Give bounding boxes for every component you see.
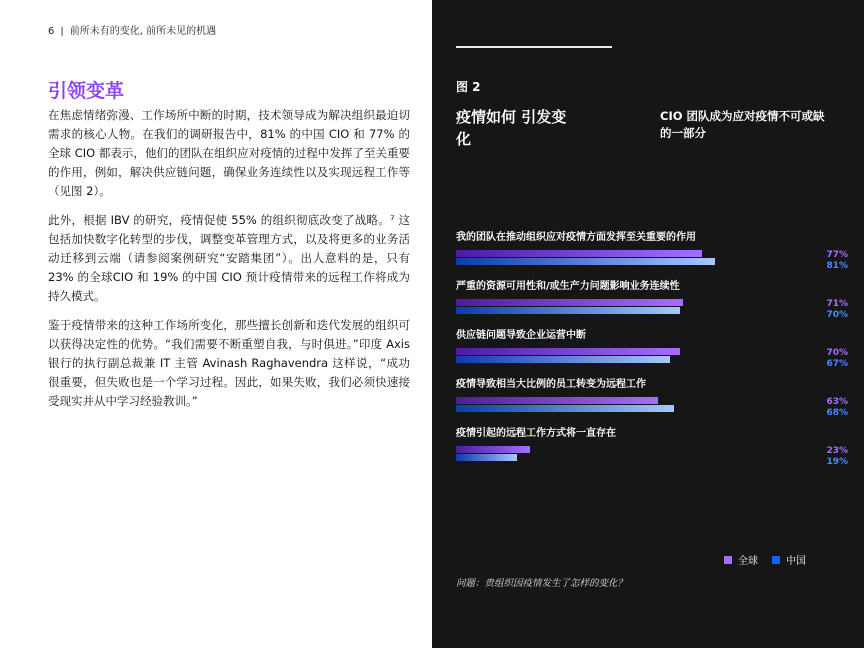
bar-global [456,250,702,257]
legend-swatch-china [772,556,780,564]
right-page [432,0,864,648]
paragraph-3: 鉴于疫情带来的这种工作场所变化，那些擅长创新和迭代发展的组织可以获得决定性的优势。“我们需要不断重塑自我，与时俱进。”印度 Axis 银行的执行副总裁兼 IT 主管 Avinash Raghavendra 这样说，“成功很重要，但失败也是一个学习过程。因此，如果失败，我们必须快速接受现实并从中学习经验教训。” [48,318,410,408]
chart-row [456,369,848,418]
bar-china [456,454,517,461]
paragraph-2: 此外，根据 IBV 的研究，疫情促使 55% 的组织彻底改变了战略。⁷ 这包括加快数字化转型的步伐，调整变革管理方式，以及将更多的业务活动迁移到云端（请参阅案例研究“安踏集团”）。出人意料的是，只有 23% 的全球CIO 和 19% 的中国 CIO 预计疫情带来的远程工作将成为持久模式。 [48,213,410,303]
bar-global [456,299,683,306]
chart-row [456,418,848,467]
bar-chart [456,222,848,467]
page-number: 6 [48,26,55,37]
chart-subtitle: CIO 团队成为应对疫情不可或缺的一部分 [660,109,825,140]
chart-row [456,320,848,369]
value-label-china: 68% [826,408,848,418]
legend-swatch-global [724,556,732,564]
chart-legend [724,552,806,567]
value-label-china: 67% [826,359,848,369]
category-label: 疫情引起的远程工作方式将一直存在 [456,428,616,439]
bar-china [456,405,674,412]
paragraph-1: 在焦虑情绪弥漫、工作场所中断的时期，技术领导成为解决组织最迫切需求的核心人物。在我们的调研报告中，81% 的中国 CIO 和 77% 的全球 CIO 都表示，他们的团队在组织应对疫情的过程中发挥了至关重要的作用，例如，解决供应链问题，确保业务连续性以及实现远程工作等（见图 2）。 [48,108,410,198]
legend-item-china [772,552,806,567]
value-label-global: 71% [826,299,848,309]
value-label-global: 77% [826,250,848,260]
category-label: 我的团队在推动组织应对疫情方面发挥至关重要的作用 [456,232,696,243]
section-title: 引领变革 [48,80,125,102]
figure-label: 图 2 [456,80,481,94]
category-label: 疫情导致相当大比例的员工转变为远程工作 [456,379,646,390]
survey-question: 问题：贵组织因疫情发生了怎样的变化？ [456,578,628,589]
legend-label-china: 中国 [786,556,806,567]
value-label-china: 70% [826,310,848,320]
value-label-china: 81% [826,261,848,271]
bar-china [456,307,680,314]
value-label-global: 70% [826,348,848,358]
document-title: 前所未有的变化, 前所未见的机遇 [69,26,217,37]
bar-global [456,348,680,355]
bar-china [456,356,670,363]
divider-rule [456,46,612,48]
legend-item-global [724,552,758,567]
legend-label-global: 全球 [738,556,758,567]
chart-row [456,271,848,320]
chart-title: 疫情如何 引发变化 [456,108,567,148]
page-header [48,22,216,37]
category-label: 严重的资源可用性和/或生产力问题影响业务连续性 [456,281,680,292]
value-label-global: 23% [826,446,848,456]
bar-china [456,258,715,265]
bar-global [456,397,658,404]
value-label-global: 63% [826,397,848,407]
category-label: 供应链问题导致企业运营中断 [456,330,586,341]
value-label-china: 19% [826,457,848,467]
header-separator: | [60,26,64,37]
chart-row [456,222,848,271]
bar-global [456,446,530,453]
